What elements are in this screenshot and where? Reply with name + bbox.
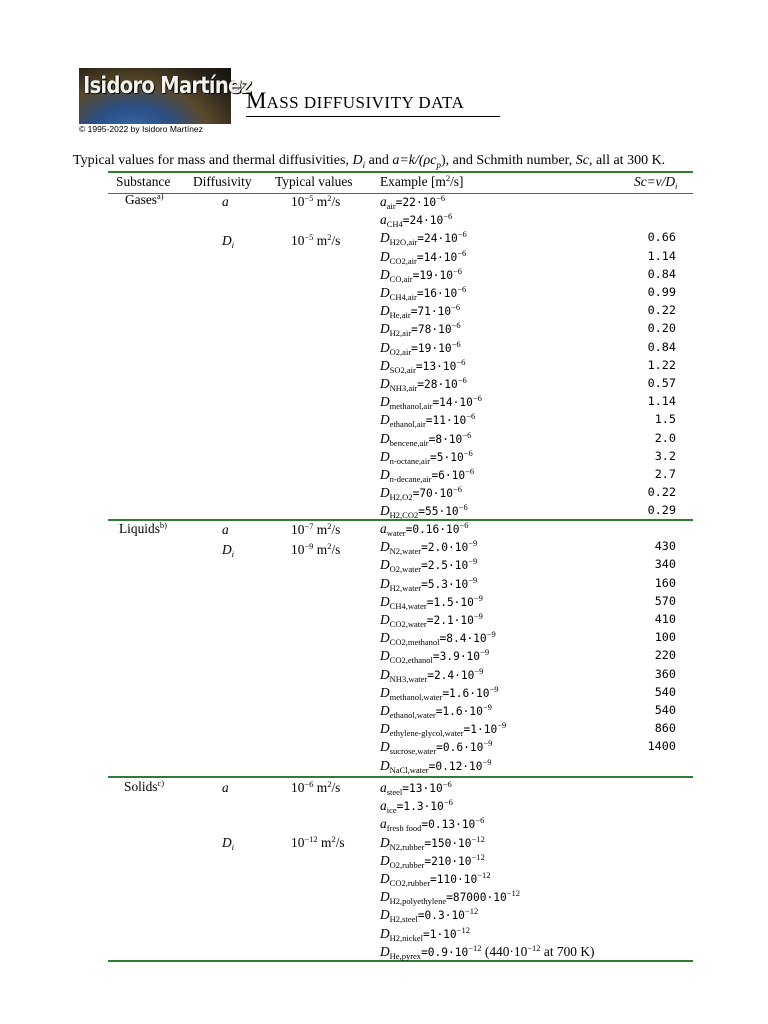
example-value: $a_{air}=22\cdot 10^{-6}$ — [380, 193, 446, 211]
example-value: $D_{NH3,air}=28\cdot 10^{-6}$ — [380, 375, 467, 393]
schmidt-number: 1.14 — [647, 248, 676, 263]
schmidt-number: 540 — [654, 703, 676, 717]
schmidt-number: 0.84 — [647, 266, 676, 281]
example-value: $D_{CH4,water}=1.5\cdot 10^{-9}$ — [380, 592, 483, 611]
example-value: $D_{CO,air}=19\cdot 10^{-6}$ — [380, 265, 463, 284]
example-value: $a_{steel}=13\cdot 10^{-6}$ — [380, 779, 452, 797]
header-bottom-rule — [108, 193, 693, 194]
typical-value: $10^{-7}$ $m^2/s$ — [291, 521, 341, 537]
schmidt-number: 1.14 — [647, 394, 676, 409]
schmidt-number: 0.66 — [647, 230, 676, 245]
schmidt-number: 1400 — [647, 739, 676, 754]
col-header-typical: Typical values — [275, 174, 353, 189]
group-gases: Gases$^{a)}$ — [125, 191, 164, 207]
example-value: $D_{ethanol,air}=11\cdot 10^{-6}$ — [380, 411, 476, 430]
example-value: $D_{CO2,methanol}=8.4\cdot 10^{-9}$ — [380, 629, 496, 648]
schmidt-number: 100 — [654, 630, 676, 645]
example-value: $D_{He,pyrex}=0.9\cdot 10^{-12}$ ($440\cdot 10^{-12}$ at 700 K) — [380, 942, 595, 961]
example-value: $D_{He,air}=71\cdot 10^{-6}$ — [380, 302, 461, 321]
example-value: $D_{NH3,water}=2.4\cdot 10^{-9}$ — [380, 665, 484, 684]
example-value: $a_{CH4}=24\cdot 10^{-6}$ — [380, 211, 453, 230]
schmidt-number: 0.29 — [647, 503, 676, 518]
example-value: $D_{H2,polyethylene}=87000\cdot 10^{-12}$ — [380, 888, 521, 907]
example-value: $D_{H2,air}=78\cdot 10^{-6}$ — [380, 320, 461, 339]
typical-value: $10^{-5}$ $m^2/s$ — [291, 232, 341, 248]
example-value: $D_{H2,O2}=70\cdot 10^{-6}$ — [380, 484, 463, 503]
diffusivity-symbol: a — [222, 522, 229, 537]
schmidt-number: 430 — [654, 539, 676, 554]
diffusivity-symbol: $D_i$ — [222, 835, 235, 852]
schmidt-number: 410 — [654, 612, 676, 626]
example-value: $D_{H2,water}=5.3\cdot 10^{-9}$ — [380, 574, 478, 593]
col-header-substance: Substance — [116, 174, 171, 189]
example-value: $D_{N2,water}=2.0\cdot 10^{-9}$ — [380, 538, 478, 557]
example-value: $D_{CO2,ethanol}=3.9\cdot 10^{-9}$ — [380, 647, 490, 666]
example-value: $D_{n-octane,air}=5\cdot 10^{-6}$ — [380, 447, 473, 466]
schmidt-number: 1.22 — [647, 357, 676, 372]
example-value: $D_{N2,rubber}=150\cdot 10^{-12}$ — [380, 833, 485, 852]
schmidt-number: 220 — [654, 648, 676, 663]
col-header-example: Example $[m^2/s]$ — [380, 173, 464, 189]
title-underline — [246, 116, 500, 117]
logo-text: Isidoro Martínez — [83, 73, 252, 99]
example-value: $D_{bencene,air}=8\cdot 10^{-6}$ — [380, 429, 472, 448]
liquids-bottom-rule — [108, 776, 693, 778]
typical-value: $10^{-9}$ $m^2/s$ — [291, 541, 341, 557]
example-value: $D_{CO2,rubber}=110\cdot 10^{-12}$ — [380, 870, 491, 888]
intro-text: Typical values for mass and thermal diffusivities, $D_i$ and $a=k/(\rho c_p)$, and Schmith number, Sc, all at 300 K. — [73, 153, 666, 170]
schmidt-number: 570 — [654, 593, 676, 608]
diffusivity-symbol: $D_i$ — [222, 233, 235, 250]
schmidt-number: 0.84 — [647, 339, 676, 354]
example-value: $a_{ice}=1.3\cdot 10^{-6}$ — [380, 797, 453, 816]
typical-value: $10^{-5}$ $m^2/s$ — [291, 193, 341, 209]
group-solids: Solids$^{c)}$ — [124, 778, 165, 794]
schmidt-number: 360 — [654, 666, 676, 681]
example-value: $D_{O2,water}=2.5\cdot 10^{-9}$ — [380, 556, 478, 575]
schmidt-number: 160 — [654, 575, 676, 590]
diffusivity-symbol: a — [222, 194, 229, 209]
example-value: $D_{methanol,air}=14\cdot 10^{-6}$ — [380, 393, 482, 412]
typical-value: $10^{-6}$ $m^2/s$ — [291, 779, 341, 795]
schmidt-number: 0.22 — [647, 303, 676, 318]
diffusivity-symbol: a — [222, 780, 229, 795]
col-header-sc: $Sc=\nu/D_i$ — [634, 174, 678, 191]
example-value: $D_{CO2,water}=2.1\cdot 10^{-9}$ — [380, 611, 483, 629]
schmidt-number: 540 — [654, 684, 676, 699]
example-value: $D_{ethanol,water}=1.6\cdot 10^{-9}$ — [380, 702, 492, 720]
example-value: $D_{H2O,air}=24\cdot 10^{-6}$ — [380, 229, 467, 248]
schmidt-number: 0.20 — [647, 321, 676, 336]
page-title: MASS DIFFUSIVITY DATA — [246, 88, 465, 113]
schmidt-number: 3.2 — [654, 448, 676, 463]
schmidt-number: 0.99 — [647, 285, 676, 299]
group-liquids: Liquids$^{b)}$ — [119, 520, 168, 536]
typical-value: $10^{-12}$ $m^2/s$ — [291, 834, 345, 850]
copyright: © 1995-2022 by Isidoro Martínez — [79, 124, 203, 134]
example-value: $D_{CO2,air}=14\cdot 10^{-6}$ — [380, 247, 467, 266]
schmidt-number: 0.22 — [647, 485, 676, 500]
schmidt-number: 340 — [654, 557, 676, 572]
example-value: $a_{fresh food}=0.13\cdot 10^{-6}$ — [380, 815, 485, 834]
example-value: $D_{H2,CO2}=55\cdot 10^{-6}$ — [380, 502, 468, 521]
diffusivity-symbol: $D_i$ — [222, 542, 235, 559]
example-value: $D_{O2,rubber}=210\cdot 10^{-12}$ — [380, 851, 485, 870]
example-value: $D_{SO2,air}=13\cdot 10^{-6}$ — [380, 356, 466, 375]
table-top-rule — [108, 171, 693, 173]
col-header-diffusivity: Diffusivity — [193, 174, 252, 189]
example-value: $D_{ethylene-glycol,water}=1\cdot 10^{-9}$ — [380, 720, 507, 739]
example-value: $D_{O2,air}=19\cdot 10^{-6}$ — [380, 338, 461, 357]
example-value: $D_{H2,steel}=0.3\cdot 10^{-12}$ — [380, 906, 479, 925]
schmidt-number: 860 — [654, 721, 676, 736]
example-value: $D_{H2,nickel}=1\cdot 10^{-12}$ — [380, 924, 470, 943]
example-value: $D_{n-decane,air}=6\cdot 10^{-6}$ — [380, 466, 475, 484]
schmidt-number: 0.57 — [647, 376, 676, 390]
example-value: $D_{NaCl,water}=0.12\cdot 10^{-9}$ — [380, 756, 492, 775]
example-value: $D_{methanol,water}=1.6\cdot 10^{-9}$ — [380, 683, 499, 702]
logo — [79, 68, 252, 124]
schmidt-number: 2.7 — [654, 467, 676, 481]
example-value: $D_{sucrose,water}=0.6\cdot 10^{-9}$ — [380, 738, 493, 757]
schmidt-number: 2.0 — [654, 430, 676, 445]
example-value: $a_{water}=0.16\cdot 10^{-6}$ — [380, 520, 469, 538]
schmidt-number: 1.5 — [654, 412, 676, 427]
example-value: $D_{CH4,air}=16\cdot 10^{-6}$ — [380, 284, 467, 302]
